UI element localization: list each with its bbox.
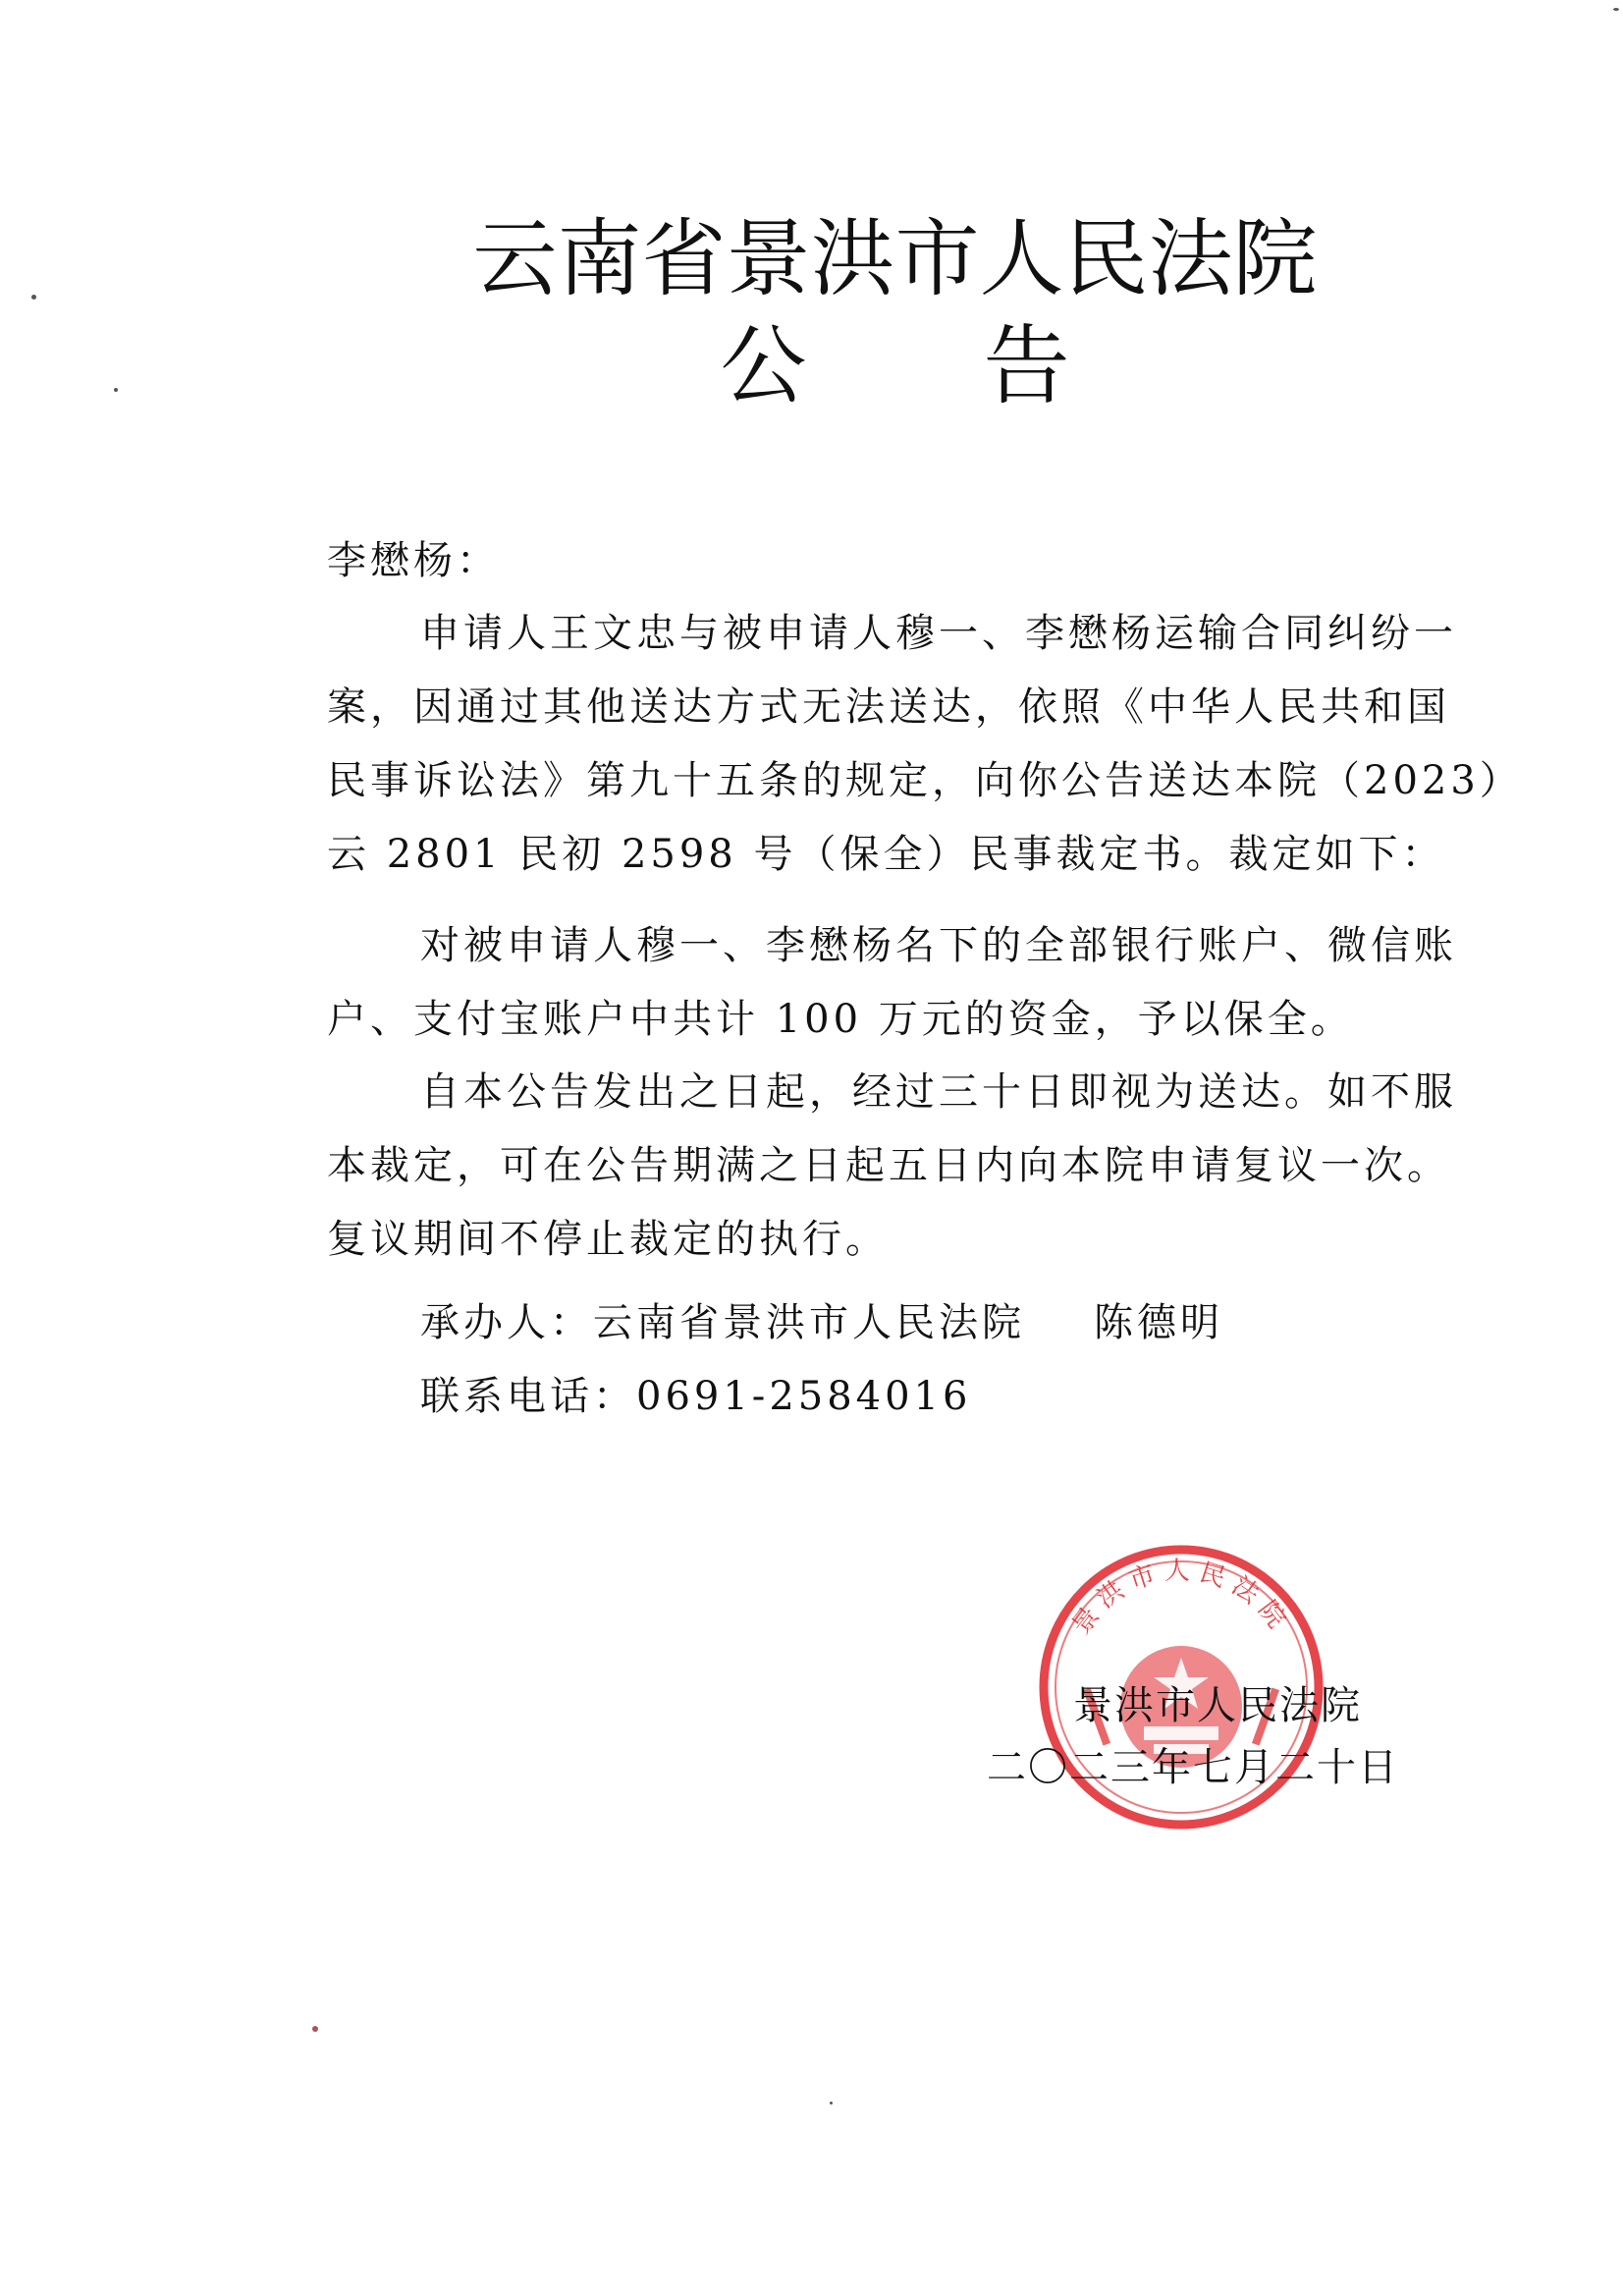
paragraph-line: 申请人王文忠与被申请人穆一、李懋杨运输合同纠纷一 [420, 611, 1457, 656]
paragraph-line: 本裁定，可在公告期满之日起五日内向本院申请复议一次。 [327, 1143, 1450, 1188]
paragraph-line: 案，因通过其他送达方式无法送达，依照《中华人民共和国 [327, 684, 1450, 730]
court-title: 云南省景洪市人民法院 [472, 210, 1318, 308]
scan-speck [312, 2026, 318, 2032]
notice-heading-char-2: 告 [983, 315, 1070, 416]
paragraph-line: 户、支付宝账户中共计 100 万元的资金，予以保全。 [327, 997, 1354, 1042]
paragraph-line: 自本公告发出之日起，经过三十日即视为送达。如不服 [420, 1069, 1457, 1115]
handler-label: 承办人： [420, 1300, 593, 1345]
signing-court: 景洪市人民法院 [1073, 1683, 1362, 1728]
addressee: 李懋杨： [327, 538, 500, 583]
handler-org: 云南省景洪市人民法院 [593, 1300, 1025, 1345]
paragraph-line: 云 2801 民初 2598 号（保全）民事裁定书。裁定如下： [327, 832, 1445, 877]
paragraph-line: 对被申请人穆一、李懋杨名下的全部银行账户、微信账 [420, 923, 1457, 968]
svg-text:景洪市人民法院 [1066, 1557, 1295, 1640]
notice-heading-char-1: 公 [720, 315, 807, 416]
scan-speck [31, 295, 36, 300]
paragraph-line: 复议期间不停止裁定的执行。 [327, 1217, 889, 1262]
signing-date: 二〇二三年七月二十日 [987, 1745, 1399, 1790]
handler-line [420, 1298, 1223, 1347]
notice-heading [83, 317, 1623, 415]
phone-number: 0691-2584016 [636, 1374, 972, 1419]
scan-speck [1613, 8, 1619, 11]
seal-text: 景洪市人民法院 [1066, 1557, 1296, 1641]
scan-speck [114, 388, 118, 392]
paragraph-line: 民事诉讼法》第九十五条的规定，向你公告送达本院（2023） [327, 758, 1523, 803]
phone-label: 联系电话： [420, 1374, 636, 1419]
scan-speck [830, 2102, 833, 2105]
phone-line [420, 1372, 971, 1421]
handler-name: 陈德明 [1094, 1300, 1223, 1345]
